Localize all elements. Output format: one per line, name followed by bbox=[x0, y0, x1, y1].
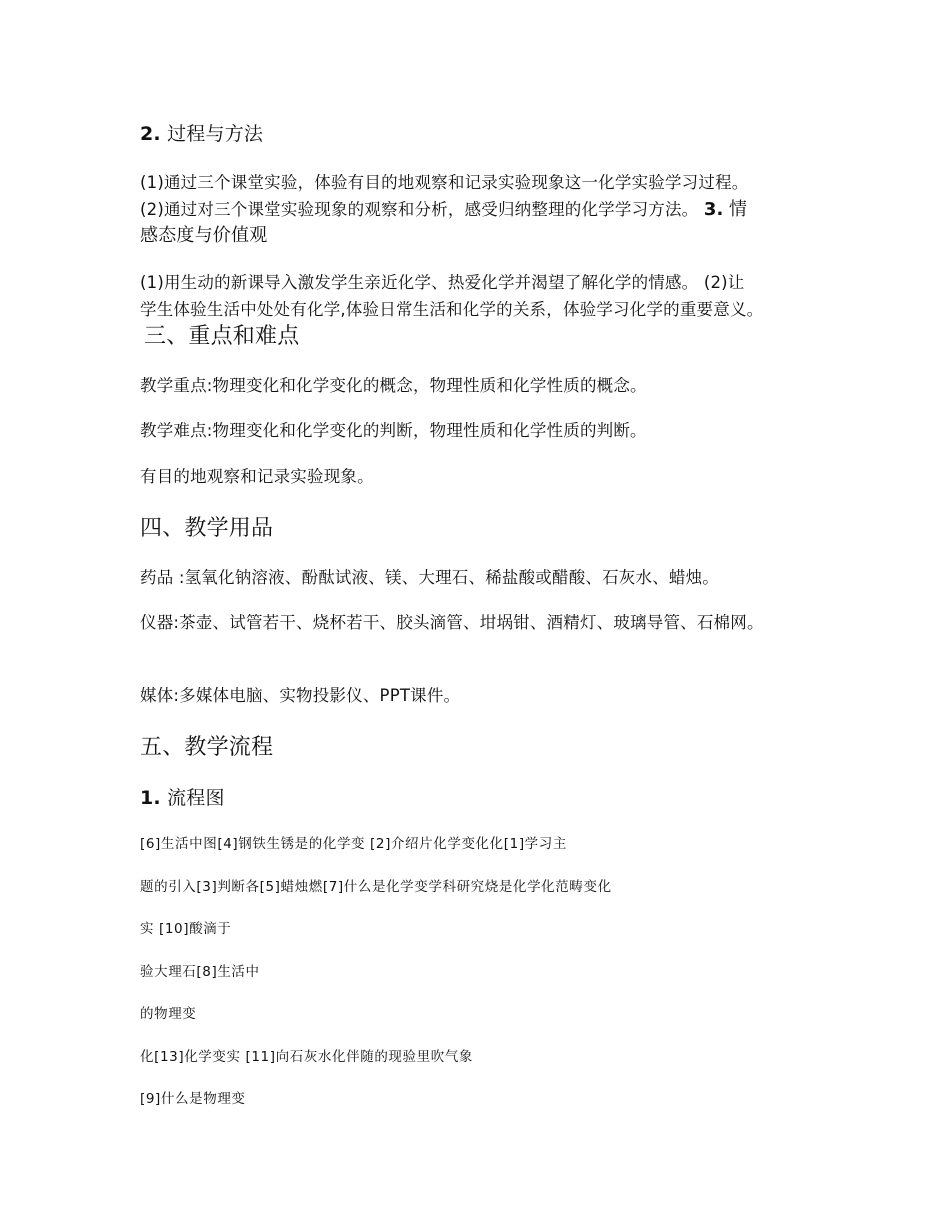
flow-line: 实 [10]酸滴于 bbox=[140, 921, 232, 937]
heading-teaching-supplies: 四、教学用品 bbox=[140, 516, 274, 541]
flow-line: 化[13]化学变实 [11]向石灰水化伴随的现验里吹气象 bbox=[140, 1049, 474, 1065]
difficulty-text-1: 教学难点:物理变化和化学变化的判断，物理性质和化学性质的判断。 bbox=[140, 421, 647, 440]
flow-line: [6]生活中图[4]钢铁生锈是的化学变 [2]介绍片化学变化化[1]学习主 bbox=[140, 836, 567, 852]
difficulty-text-2: 有目的地观察和记录实验现象。 bbox=[140, 467, 374, 486]
paragraph-process-2 bbox=[140, 195, 747, 221]
section-number: 2. bbox=[140, 123, 161, 145]
section-title-text: 过程与方法 bbox=[167, 123, 264, 145]
section-number: 1. bbox=[140, 787, 161, 809]
paragraph-text: (2)让 bbox=[703, 273, 745, 292]
flow-line: 题的引入[3]判断各[5]蜡烛燃[7]什么是化学变学科研究烧是化学化范畴变化 bbox=[140, 879, 612, 895]
flow-line: [9]什么是物理变 bbox=[140, 1091, 246, 1107]
flow-line: 验大理石[8]生活中 bbox=[140, 964, 260, 980]
media-list: 媒体:多媒体电脑、实物投影仪、PPT课件。 bbox=[140, 686, 461, 705]
section-title-flowchart bbox=[140, 783, 225, 810]
key-point-text: 教学重点:物理变化和化学变化的概念，物理性质和化学性质的概念。 bbox=[140, 376, 647, 395]
instruments-list: 仪器:茶壶、试管若干、烧杯若干、胶头滴管、坩埚钳、酒精灯、玻璃导管、石棉网。 bbox=[140, 613, 764, 632]
section-title-process-method bbox=[140, 119, 263, 146]
paragraph-process-1: (1)通过三个课堂实验，体验有目的地观察和记录实验现象这一化学实验学习过程。 bbox=[140, 173, 749, 192]
drugs-list: 药品 :氢氧化钠溶液、酚酞试液、镁、大理石、稀盐酸或醋酸、石灰水、蜡烛。 bbox=[140, 568, 720, 587]
paragraph-text: (2)通过对三个课堂实验现象的观察和分析，感受归纳整理的化学学习方法。 bbox=[140, 200, 699, 219]
paragraph-text: (1)用生动的新课导入激发学生亲近化学、热爱化学并渴望了解化学的情感。 bbox=[140, 273, 699, 292]
section-number: 3. bbox=[703, 199, 724, 220]
section-title-text: 流程图 bbox=[167, 787, 225, 809]
flow-line: 的物理变 bbox=[140, 1006, 197, 1022]
paragraph-attitude-1 bbox=[140, 269, 745, 293]
section-title-text: 情 bbox=[729, 199, 748, 220]
section-title-attitude: 感态度与价值观 bbox=[140, 225, 268, 246]
heading-teaching-flow: 五、教学流程 bbox=[140, 735, 274, 760]
paragraph-attitude-2: 学生体验生活中处处有化学,体验日常生活和化学的关系，体验学习化学的重要意义。 bbox=[140, 300, 764, 319]
heading-key-points: 三、重点和难点 bbox=[144, 324, 300, 349]
